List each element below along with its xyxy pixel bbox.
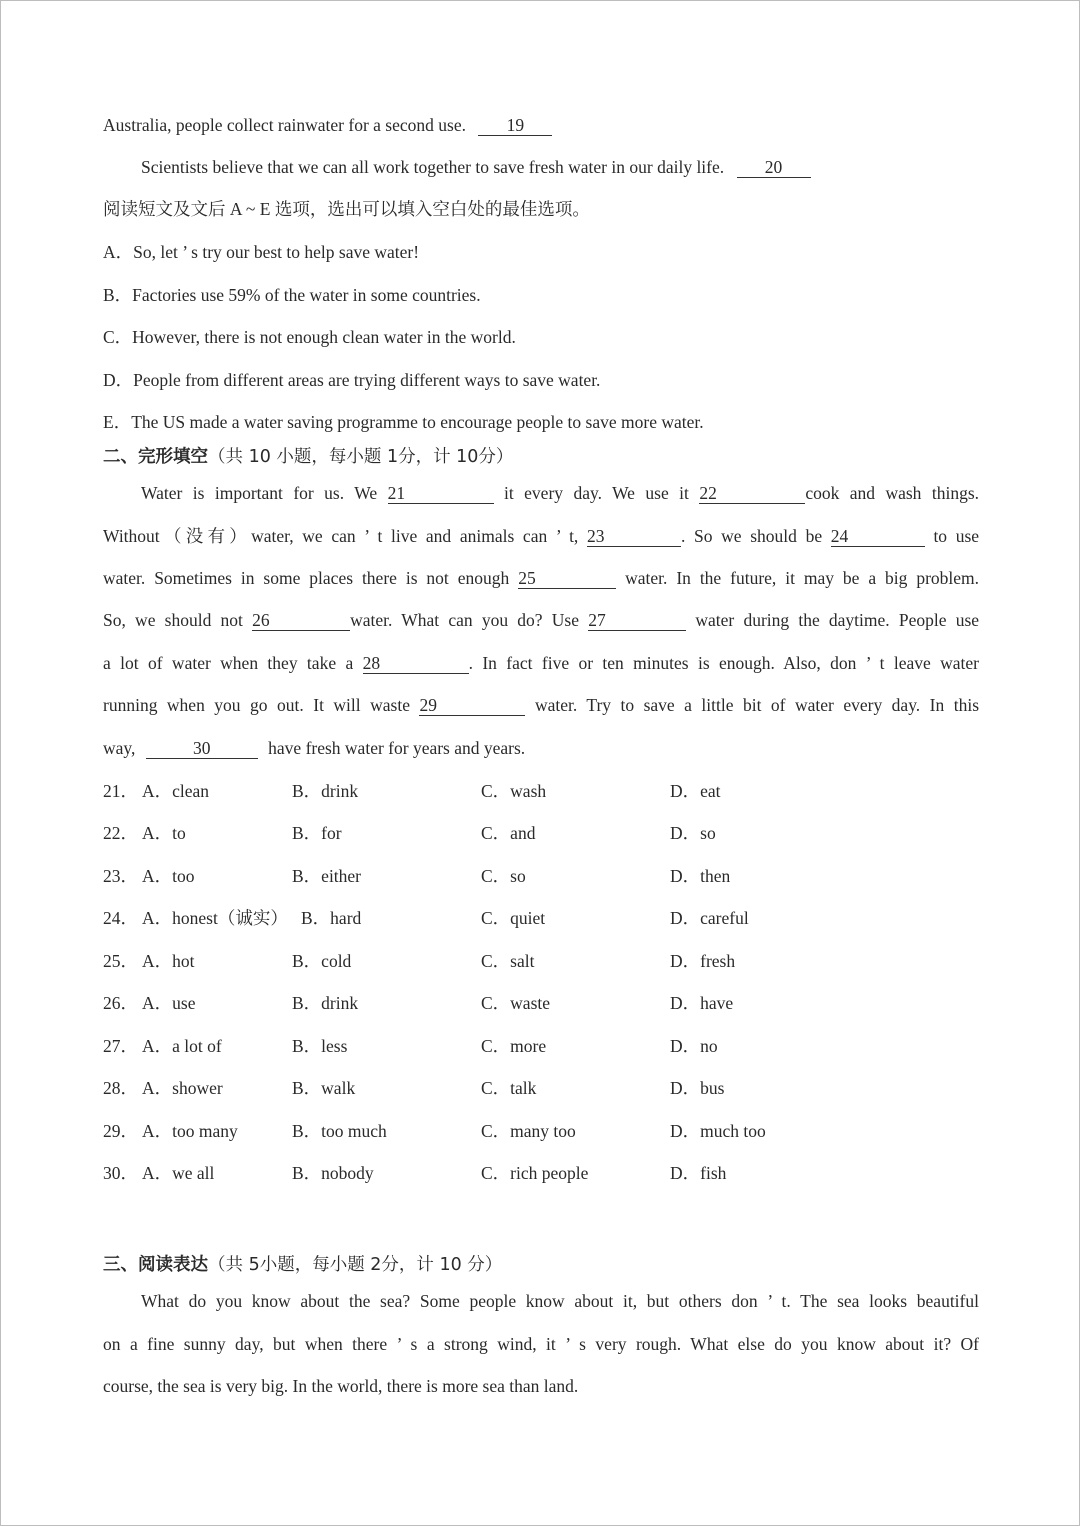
section-3-heading (103, 1254, 502, 1276)
question-number: 29． (103, 1121, 138, 1141)
question-number: 30． (103, 1163, 138, 1183)
question-number: 21． (103, 781, 138, 801)
choice-d[interactable]: D．eat (670, 781, 721, 801)
choice-a[interactable]: A．clean (142, 781, 210, 801)
choice-b[interactable]: B．too much (292, 1121, 387, 1141)
choice-a[interactable]: A．honest（诚实） (142, 908, 288, 928)
blank-28[interactable]: 28 (363, 653, 469, 674)
section-2-heading (103, 446, 513, 468)
option-e: E．The US made a water saving programme to encourage people to save more water. (103, 412, 704, 432)
blank-24[interactable]: 24 (831, 526, 925, 547)
cloze-line-3: water. Sometimes in some places there is not enough 25 water. In the future, it may be a big problem. (103, 568, 980, 588)
cloze-line-7: way, 30 have fresh water for years and years. (103, 738, 526, 758)
option-d: D．People from different areas are trying different ways to save water. (103, 370, 601, 390)
blank-29[interactable]: 29 (419, 695, 525, 716)
blank-22[interactable]: 22 (699, 483, 805, 504)
blank-23[interactable]: 23 (587, 526, 681, 547)
choice-d[interactable]: D．fish (670, 1163, 727, 1183)
choice-b[interactable]: B．cold (292, 951, 352, 971)
choice-a[interactable]: A．a lot of (142, 1036, 222, 1056)
choice-d[interactable]: D．so (670, 823, 716, 843)
choice-c[interactable]: C．salt (481, 951, 535, 971)
passage-line-19: Australia, people collect rainwater for a second use. 19 (103, 114, 552, 136)
choice-c[interactable]: C．talk (481, 1078, 537, 1098)
choice-b[interactable]: B．nobody (292, 1163, 374, 1183)
choice-c[interactable]: C．and (481, 823, 536, 843)
choice-d[interactable]: D．no (670, 1036, 718, 1056)
choice-b[interactable]: B．walk (292, 1078, 356, 1098)
choice-a[interactable]: A．to (142, 823, 186, 843)
choice-d[interactable]: D．have (670, 993, 734, 1013)
choice-d[interactable]: D．careful (670, 908, 749, 928)
choice-d[interactable]: D．fresh (670, 951, 736, 971)
option-a: A．So, let ’ s try our best to help save water! (103, 242, 420, 262)
choice-c[interactable]: C．many too (481, 1121, 576, 1141)
choice-a[interactable]: A．too many (142, 1121, 238, 1141)
choice-d[interactable]: D．then (670, 866, 731, 886)
question-number: 24． (103, 908, 138, 928)
choice-b[interactable]: B．hard (301, 908, 362, 928)
choice-b[interactable]: B．less (292, 1036, 348, 1056)
blank-30[interactable]: 30 (146, 738, 258, 759)
cloze-line-6: running when you go out. It will waste 29 water. Try to save a little bit of water every day. In this (103, 695, 980, 715)
section-3-info: （共 5小题，每小题 2分，计 10 分） (208, 1255, 503, 1275)
option-b: B．Factories use 59% of the water in some countries. (103, 285, 481, 305)
choice-c[interactable]: C．waste (481, 993, 551, 1013)
blank-21[interactable]: 21 (388, 483, 494, 504)
question-number: 27． (103, 1036, 138, 1056)
question-number: 22． (103, 823, 138, 843)
question-number: 26． (103, 993, 138, 1013)
reading-line-3: course, the sea is very big. In the world, there is more sea than land. (103, 1376, 579, 1396)
section-2-title: 二、完形填空 (103, 447, 208, 467)
choice-d[interactable]: D．much too (670, 1121, 766, 1141)
cloze-line-4: So, we should not 26 water. What can you do? Use 27 water during the daytime. People use (103, 610, 980, 630)
cloze-line-2: Without（没有）water, we can ’ t live and animals can ’ t, 23 . So we should be 24 to use (103, 526, 980, 546)
question-number: 28． (103, 1078, 138, 1098)
blank-19[interactable]: 19 (478, 115, 552, 136)
question-number: 25． (103, 951, 138, 971)
choice-c[interactable]: C．quiet (481, 908, 546, 928)
choice-a[interactable]: A．hot (142, 951, 195, 971)
choice-c[interactable]: C．more (481, 1036, 547, 1056)
choice-a[interactable]: A．too (142, 866, 195, 886)
choice-c[interactable]: C．rich people (481, 1163, 589, 1183)
reading-line-1: What do you know about the sea? Some people know about it, but others don ’ t. The sea looks beautiful (141, 1291, 979, 1311)
cloze-line-5: a lot of water when they take a 28 . In fact five or ten minutes is enough. Also, don ’ t leave water (103, 653, 979, 673)
question-number: 23． (103, 866, 138, 886)
choice-a[interactable]: A．we all (142, 1163, 215, 1183)
choice-b[interactable]: B．drink (292, 993, 359, 1013)
blank-26[interactable]: 26 (252, 610, 350, 631)
cloze-line-1: Water is important for us. We 21 it every day. We use it 22 cook and wash things. (141, 483, 980, 503)
choice-c[interactable]: C．so (481, 866, 526, 886)
choice-d[interactable]: D．bus (670, 1078, 725, 1098)
choice-a[interactable]: A．shower (142, 1078, 223, 1098)
option-c: C．However, there is not enough clean water in the world. (103, 327, 516, 347)
choice-b[interactable]: B．for (292, 823, 342, 843)
instruction-text: 阅读短文及文后 A ~ E 选项，选出可以填入空白处的最佳选项。 (103, 199, 590, 219)
choice-b[interactable]: B．drink (292, 781, 359, 801)
choice-c[interactable]: C．wash (481, 781, 547, 801)
section-2-info: （共 10 小题，每小题 1分，计 10分） (208, 447, 514, 467)
blank-25[interactable]: 25 (518, 568, 616, 589)
blank-27[interactable]: 27 (588, 610, 686, 631)
section-3-title: 三、阅读表达 (103, 1255, 208, 1275)
passage-line-20: Scientists believe that we can all work together to save fresh water in our daily life. 20 (141, 156, 811, 178)
blank-20[interactable]: 20 (737, 157, 811, 178)
choice-b[interactable]: B．either (292, 866, 362, 886)
choice-a[interactable]: A．use (142, 993, 196, 1013)
reading-line-2: on a fine sunny day, but when there ’ s a strong wind, it ’ s very rough. What else do you know about it? Of (103, 1334, 979, 1354)
